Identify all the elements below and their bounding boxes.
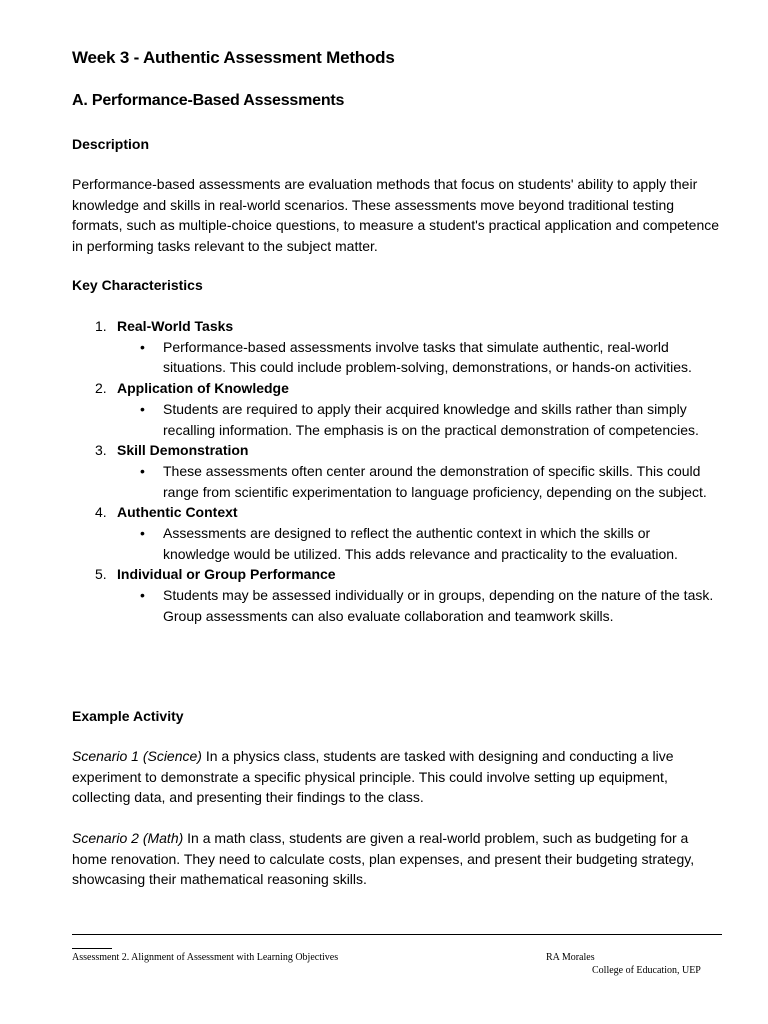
bullet-icon: • xyxy=(140,400,145,417)
bullet-icon: • xyxy=(140,525,145,542)
scenario-name: Scenario 2 (Math) xyxy=(72,830,184,846)
list-item-bullet xyxy=(72,337,718,378)
example-activity-label: Example Activity xyxy=(72,708,184,724)
key-characteristics-list xyxy=(72,316,722,627)
list-item-bullet xyxy=(72,461,718,502)
footer-author: RA Morales xyxy=(546,952,595,963)
list-item-bullet xyxy=(72,585,718,626)
list-item-title: Real-World Tasks xyxy=(117,318,234,334)
list-item-bullet xyxy=(72,399,718,440)
scenario-text: In a physics class, students are tasked with designing and conducting a live experiment to demonstrate a specific physical principle. This could involve setting up equipment, collecting data, and presenting their findings to the class. xyxy=(72,748,674,806)
footer-course-title: Assessment 2. Alignment of Assessment with Learning Objectives xyxy=(72,952,339,963)
list-item-number: 3. xyxy=(95,442,107,459)
list-item-number: 4. xyxy=(95,504,107,521)
list-item-number: 5. xyxy=(95,566,107,583)
list-item-number: 1. xyxy=(95,318,107,334)
scenario-name: Scenario 1 (Science) xyxy=(72,748,202,764)
scenario-paragraph xyxy=(72,746,722,808)
bullet-text: These assessments often center around the demonstration of specific skills. This could range from scientific experimentation to language proficiency, depending on the subject. xyxy=(163,462,707,500)
bullet-icon: • xyxy=(140,587,145,604)
footer-divider-continuation xyxy=(72,948,112,949)
bullet-icon: • xyxy=(140,462,145,479)
scenario-text: In a math class, students are given a real-world problem, such as budgeting for a home renovation. They need to calculate costs, plan expenses, and present their budgeting strategy, showcasing their mathematical reasoning skills. xyxy=(72,830,695,888)
bullet-text: Performance-based assessments involve tasks that simulate authentic, real-world situations. This could include problem-solving, demonstrations, or hands-on activities. xyxy=(163,338,692,376)
bullet-text: Students may be assessed individually or in groups, depending on the nature of the task. Group assessments can also evaluate collaboration and teamwork skills. xyxy=(163,587,714,624)
list-item-bullet xyxy=(72,523,718,564)
list-item-number: 2. xyxy=(95,380,107,397)
list-item-title: Individual or Group Performance xyxy=(117,566,336,583)
footer-institution: College of Education, UEP xyxy=(592,965,701,976)
bullet-text: Assessments are designed to reflect the authentic context in which the skills or knowledge would be utilized. This adds relevance and practicality to the evaluation. xyxy=(163,525,678,562)
key-characteristics-label: Key Characteristics xyxy=(72,277,203,293)
scenario-paragraph xyxy=(72,828,722,890)
list-item xyxy=(72,440,722,502)
bullet-icon: • xyxy=(140,338,145,355)
list-item-title: Skill Demonstration xyxy=(117,442,249,459)
description-text: Performance-based assessments are evaluation methods that focus on students' ability to apply their knowledge and skills in real-world scenarios. These assessments move beyond traditional testing formats, such as multiple-choice questions, to measure a student's practical application and competence in performing tasks relevant to the subject matter. xyxy=(72,176,720,255)
footer-divider xyxy=(72,934,722,935)
document-title: Week 3 - Authentic Assessment Methods xyxy=(72,48,395,67)
list-item xyxy=(72,378,722,440)
list-item-title: Authentic Context xyxy=(117,504,238,521)
list-item xyxy=(72,564,722,626)
list-item xyxy=(72,316,722,378)
section-heading: A. Performance-Based Assessments xyxy=(72,92,345,109)
description-label: Description xyxy=(72,136,150,152)
list-item xyxy=(72,502,722,564)
bullet-text: Students are required to apply their acquired knowledge and skills rather than simply recalling information. The emphasis is on the practical demonstration of competencies. xyxy=(163,400,699,438)
list-item-title: Application of Knowledge xyxy=(117,380,289,397)
